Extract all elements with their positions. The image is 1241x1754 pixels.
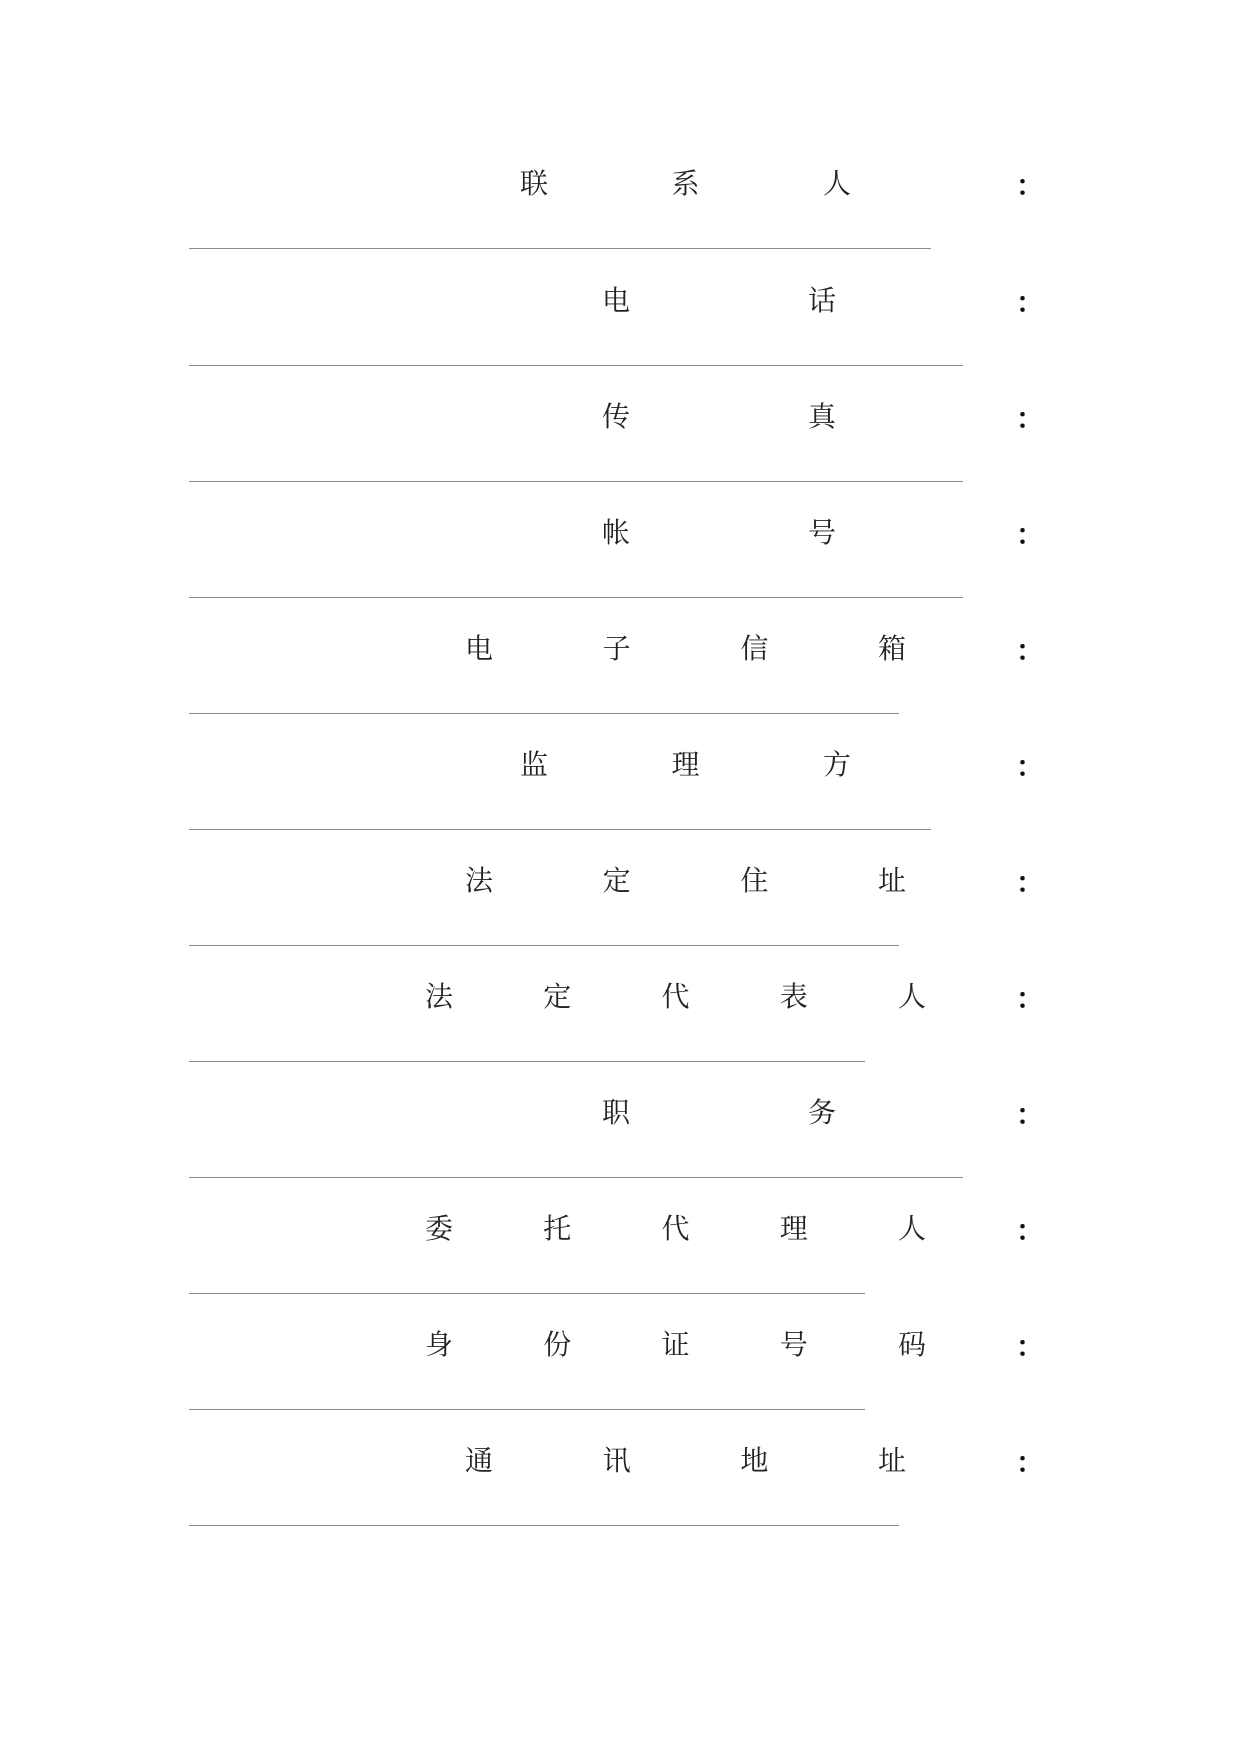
field-colon: ： bbox=[1016, 1446, 1045, 1479]
field-label bbox=[520, 162, 851, 206]
label-char: 人 bbox=[897, 980, 926, 1013]
label-char: 理 bbox=[779, 1212, 808, 1245]
label-char: 代 bbox=[661, 1212, 690, 1245]
label-char: 讯 bbox=[602, 1444, 631, 1477]
field-colon: ： bbox=[1016, 1098, 1045, 1131]
field-label bbox=[602, 1091, 836, 1135]
field-position bbox=[0, 1091, 1241, 1208]
field-colon: ： bbox=[1016, 402, 1045, 435]
field-id-number bbox=[0, 1323, 1241, 1440]
label-char: 方 bbox=[822, 748, 851, 781]
field-label bbox=[465, 859, 906, 903]
fill-in-line bbox=[189, 713, 899, 714]
field-label bbox=[465, 1439, 906, 1483]
field-legal-representative bbox=[0, 975, 1241, 1092]
field-mailing-address bbox=[0, 1439, 1241, 1556]
label-char: 箱 bbox=[877, 632, 906, 665]
label-char: 电 bbox=[465, 632, 494, 665]
label-char: 身 bbox=[425, 1328, 454, 1361]
fill-in-line bbox=[189, 1061, 865, 1062]
fill-in-line bbox=[189, 1177, 963, 1178]
label-char: 传 bbox=[602, 400, 631, 433]
label-char: 号 bbox=[807, 516, 836, 549]
label-char: 通 bbox=[465, 1444, 494, 1477]
fill-in-line bbox=[189, 829, 931, 830]
label-char: 定 bbox=[543, 980, 572, 1013]
label-char: 法 bbox=[425, 980, 454, 1013]
field-authorized-agent bbox=[0, 1207, 1241, 1324]
field-colon: ： bbox=[1016, 634, 1045, 667]
label-char: 电 bbox=[602, 284, 631, 317]
field-label bbox=[602, 395, 836, 439]
fill-in-line bbox=[189, 597, 963, 598]
label-char: 号 bbox=[779, 1328, 808, 1361]
label-char: 托 bbox=[543, 1212, 572, 1245]
label-char: 址 bbox=[877, 1444, 906, 1477]
label-char: 证 bbox=[661, 1328, 690, 1361]
field-label bbox=[602, 511, 836, 555]
label-char: 子 bbox=[602, 632, 631, 665]
field-colon: ： bbox=[1016, 286, 1045, 319]
label-char: 信 bbox=[740, 632, 769, 665]
label-char: 地 bbox=[740, 1444, 769, 1477]
fill-in-line bbox=[189, 945, 899, 946]
field-label bbox=[465, 627, 906, 671]
label-char: 份 bbox=[543, 1328, 572, 1361]
field-email bbox=[0, 627, 1241, 744]
label-char: 真 bbox=[807, 400, 836, 433]
label-char: 监 bbox=[520, 748, 549, 781]
field-colon: ： bbox=[1016, 169, 1045, 202]
label-char: 址 bbox=[877, 864, 906, 897]
field-colon: ： bbox=[1016, 518, 1045, 551]
field-telephone bbox=[0, 279, 1241, 396]
label-char: 系 bbox=[671, 167, 700, 200]
label-char: 人 bbox=[822, 167, 851, 200]
label-char: 理 bbox=[671, 748, 700, 781]
label-char: 码 bbox=[897, 1328, 926, 1361]
label-char: 务 bbox=[807, 1096, 836, 1129]
label-char: 住 bbox=[740, 864, 769, 897]
label-char: 表 bbox=[779, 980, 808, 1013]
field-label bbox=[602, 279, 836, 323]
fill-in-line bbox=[189, 481, 963, 482]
label-char: 职 bbox=[602, 1096, 631, 1129]
field-label bbox=[425, 1207, 926, 1251]
field-colon: ： bbox=[1016, 750, 1045, 783]
fill-in-line bbox=[189, 1525, 899, 1526]
fill-in-line bbox=[189, 1293, 865, 1294]
field-label bbox=[520, 743, 851, 787]
fill-in-line bbox=[189, 248, 931, 249]
field-colon: ： bbox=[1016, 1214, 1045, 1247]
label-char: 代 bbox=[661, 980, 690, 1013]
field-legal-address bbox=[0, 859, 1241, 976]
label-char: 人 bbox=[897, 1212, 926, 1245]
field-label bbox=[425, 975, 926, 1019]
label-char: 定 bbox=[602, 864, 631, 897]
label-char: 委 bbox=[425, 1212, 454, 1245]
fill-in-line bbox=[189, 365, 963, 366]
field-colon: ： bbox=[1016, 1330, 1045, 1363]
label-char: 话 bbox=[807, 284, 836, 317]
label-char: 法 bbox=[465, 864, 494, 897]
fill-in-line bbox=[189, 1409, 865, 1410]
field-account-number bbox=[0, 511, 1241, 628]
field-colon: ： bbox=[1016, 982, 1045, 1015]
field-contact-person bbox=[0, 162, 1241, 279]
field-label bbox=[425, 1323, 926, 1367]
field-colon: ： bbox=[1016, 866, 1045, 899]
field-supervisor bbox=[0, 743, 1241, 860]
field-fax bbox=[0, 395, 1241, 512]
label-char: 帐 bbox=[602, 516, 631, 549]
label-char: 联 bbox=[520, 167, 549, 200]
